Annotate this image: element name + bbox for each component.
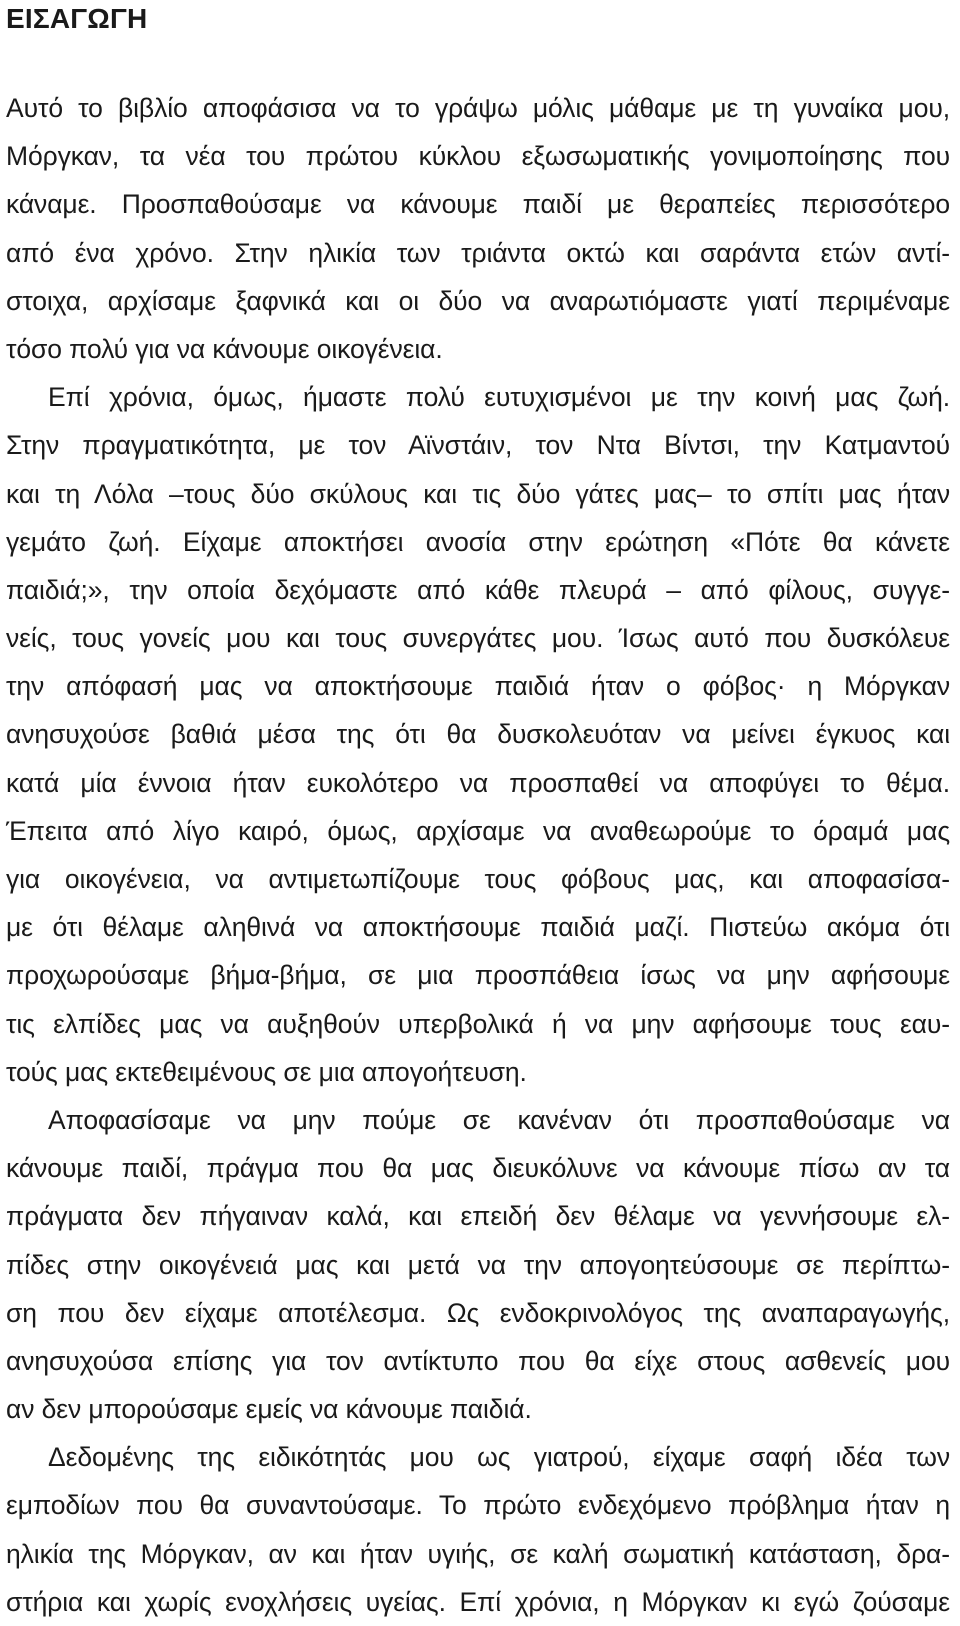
text-line: νείς, τους γονείς μου και τους συνεργάτες μου. Ίσως αυτό που δυσκόλευε xyxy=(6,623,950,654)
text-line: εμποδίων που θα συναντούσαμε. Το πρώτο ενδεχόμενο πρόβλημα ήταν η xyxy=(6,1490,950,1521)
text-line: κάναμε. Προσπαθούσαμε να κάνουμε παιδί με θεραπείες περισσότερο xyxy=(6,189,950,220)
text-line: πίδες στην οικογένειά μας και μετά να την απογοητεύσουμε σε περίπτω- xyxy=(6,1249,950,1280)
text-line: τις ελπίδες μας να αυξηθούν υπερβολικά ή να μην αφήσουμε τους εαυ- xyxy=(6,1008,950,1039)
text-line: τούς μας εκτεθειμένους σε μια απογοήτευση. xyxy=(6,1056,527,1087)
text-line: παιδιά;», την οποία δεχόμαστε από κάθε πλευρά – από φίλους, συγγε- xyxy=(6,574,950,605)
text-line: Δεδομένης της ειδικότητάς μου ως γιατρού, είχαμε σαφή ιδέα των xyxy=(48,1442,950,1473)
text-line: για οικογένεια, να αντιμετωπίζουμε τους φόβους μας, και αποφασίσα- xyxy=(6,864,950,894)
text-line: τόσο πολύ για να κάνουμε οικογένεια. xyxy=(6,333,443,364)
text-line: Αποφασίσαμε να μην πούμε σε κανέναν ότι προσπαθούσαμε να xyxy=(48,1104,950,1135)
text-line: ανησυχούσα επίσης για τον αντίκτυπο που θα είχε στους ασθενείς μου xyxy=(6,1345,950,1376)
text-line: αν δεν μπορούσαμε εμείς να κάνουμε παιδιά. xyxy=(6,1394,532,1425)
text-line: Επί χρόνια, όμως, ήμαστε πολύ ευτυχισμένοι με την κοινή μας ζωή. xyxy=(48,382,950,413)
text-line: πράγματα δεν πήγαιναν καλά, και επειδή δεν θέλαμε να γεννήσουμε ελ- xyxy=(6,1201,950,1232)
text-line: προχωρούσαμε βήμα-βήμα, σε μια προσπάθεια ίσως να μην αφήσουμε xyxy=(6,960,950,991)
body-text xyxy=(6,84,950,1626)
text-line: στήρια και χωρίς ενοχλήσεις υγείας. Επί χρόνια, η Μόργκαν κι εγώ ζούσαμε xyxy=(6,1586,950,1617)
text-line: με ότι θέλαμε αληθινά να αποκτήσουμε παιδιά μαζί. Πιστεύω ακόμα ότι xyxy=(6,912,950,943)
text-line: και τη Λόλα –τους δύο σκύλους και τις δύο γάτες μας– το σπίτι μας ήταν xyxy=(6,478,950,509)
text-line: ανησυχούσε βαθιά μέσα της ότι θα δυσκολευόταν να μείνει έγκυος και xyxy=(6,719,950,750)
document-page xyxy=(6,0,950,1626)
chapter-heading: ΕΙΣΑΓΩΓΗ xyxy=(6,3,148,34)
text-line: Μόργκαν, τα νέα του πρώτου κύκλου εξωσωματικής γονιμοποίησης που xyxy=(6,141,950,172)
text-line: κατά μία έννοια ήταν ευκολότερο να προσπαθεί να αποφύγει το θέμα. xyxy=(6,767,950,798)
text-line: ηλικία της Μόργκαν, αν και ήταν υγιής, σε καλή σωματική κατάσταση, δρα- xyxy=(6,1538,950,1569)
text-line: Στην πραγματικότητα, με τον Αϊνστάιν, τον Ντα Βίντσι, την Κατμαντού xyxy=(6,430,950,461)
text-line: την απόφασή μας να αποκτήσουμε παιδιά ήταν ο φόβος· η Μόργκαν xyxy=(6,671,950,702)
text-line: στοιχα, αρχίσαμε ξαφνικά και οι δύο να αναρωτιόμαστε γιατί περιμέναμε xyxy=(6,285,950,316)
text-line: ση που δεν είχαμε αποτέλεσμα. Ως ενδοκρινολόγος της αναπαραγωγής, xyxy=(6,1297,950,1328)
text-line: γεμάτο ζωή. Είχαμε αποκτήσει ανοσία στην ερώτηση «Πότε θα κάνετε xyxy=(6,526,950,557)
text-line: Έπειτα από λίγο καιρό, όμως, αρχίσαμε να αναθεωρούμε το όραμά μας xyxy=(6,815,950,846)
text-line: από ένα χρόνο. Στην ηλικία των τριάντα οκτώ και σαράντα ετών αντί- xyxy=(6,237,950,268)
text-line: κάνουμε παιδί, πράγμα που θα μας διευκόλυνε να κάνουμε πίσω αν τα xyxy=(6,1153,950,1184)
text-line: Αυτό το βιβλίο αποφάσισα να το γράψω μόλις μάθαμε με τη γυναίκα μου, xyxy=(6,93,950,123)
